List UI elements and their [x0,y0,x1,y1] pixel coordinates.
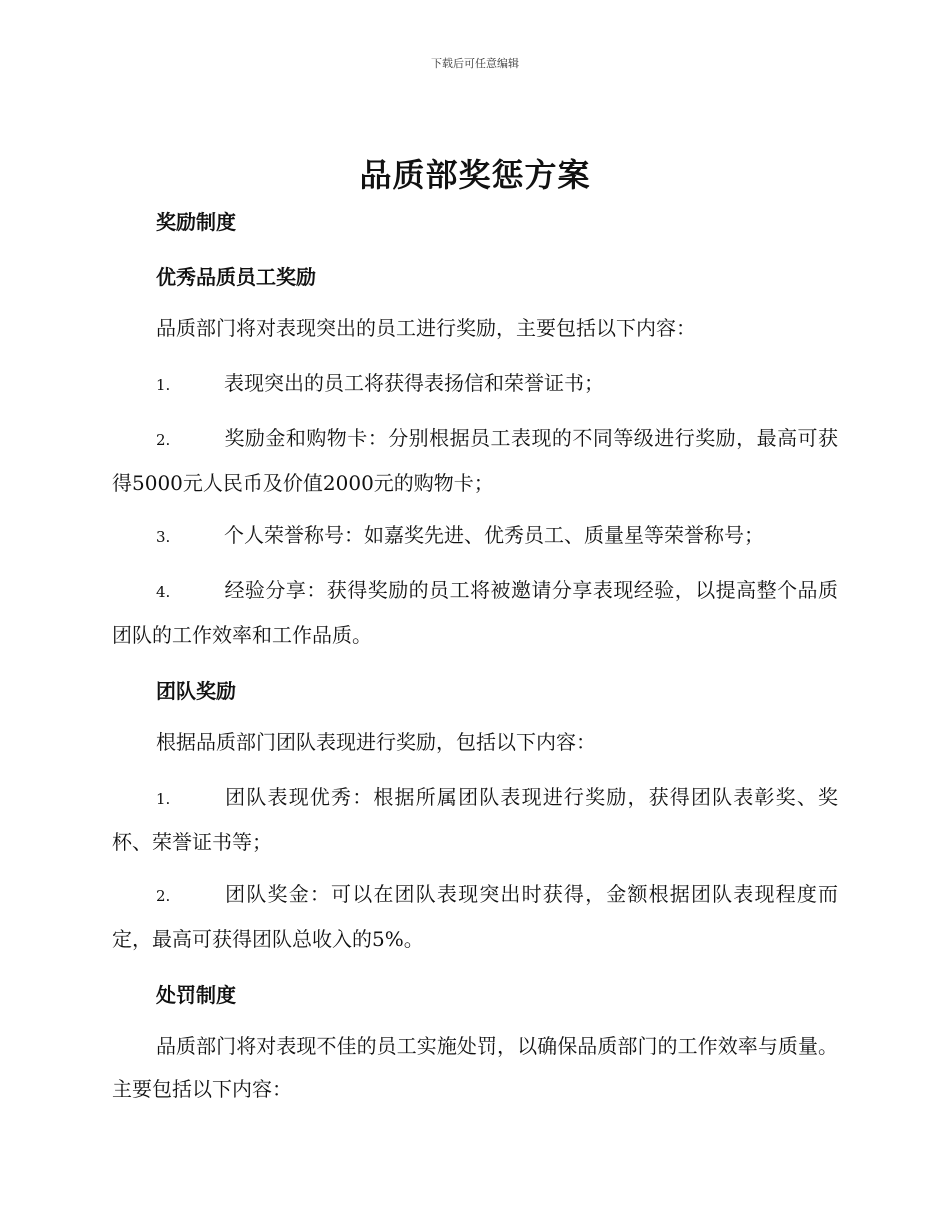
list-item-number: 2. [156,431,171,449]
list-item-number: 3. [156,528,171,546]
list-item-text: 经验分享：获得奖励的员工将被邀请分享表现经验，以提高整个品质团队的工作效率和工作品质。 [112,578,838,647]
list-item-text: 奖励金和购物卡：分别根据员工表现的不同等级进行奖励，最高可获得5000元人民币及价值2000元的购物卡； [112,426,838,495]
list-item-text: 团队奖金：可以在团队表现突出时获得，金额根据团队表现程度而定，最高可获得团队总收入的5%。 [112,882,838,951]
list-item [112,417,838,505]
penalty-intro-paragraph: 品质部门将对表现不佳的员工实施处罚，以确保品质部门的工作效率与质量。主要包括以下内容： [112,1034,838,1101]
excellent-intro-paragraph: 品质部门将对表现突出的员工进行奖励，主要包括以下内容： [156,316,696,340]
list-item-text: 个人荣誉称号：如嘉奖先进、优秀员工、质量星等荣誉称号； [224,523,764,547]
list-item [112,873,838,961]
subsection-heading-excellent: 优秀品质员工奖励 [156,265,316,289]
subsection-heading-team: 团队奖励 [156,679,236,703]
list-item [112,514,838,559]
section-heading-penalty: 处罚制度 [156,983,236,1007]
list-item-text: 团队表现优秀：根据所属团队表现进行奖励，获得团队表彰奖、奖杯、荣誉证书等； [112,785,838,854]
header-note: 下载后可任意编辑 [431,57,519,70]
section-heading-reward: 奖励制度 [156,210,236,234]
list-item-number: 1. [156,790,171,808]
list-item-number: 4. [156,583,171,601]
list-item-number: 1. [156,376,171,394]
document-title: 品质部奖惩方案 [359,156,591,194]
list-item [112,569,838,657]
list-item-text: 表现突出的员工将获得表扬信和荣誉证书； [224,371,604,395]
list-item [112,776,838,864]
list-item-number: 2. [156,887,171,905]
team-intro-paragraph: 根据品质部门团队表现进行奖励，包括以下内容： [156,730,596,754]
list-item [112,362,838,407]
